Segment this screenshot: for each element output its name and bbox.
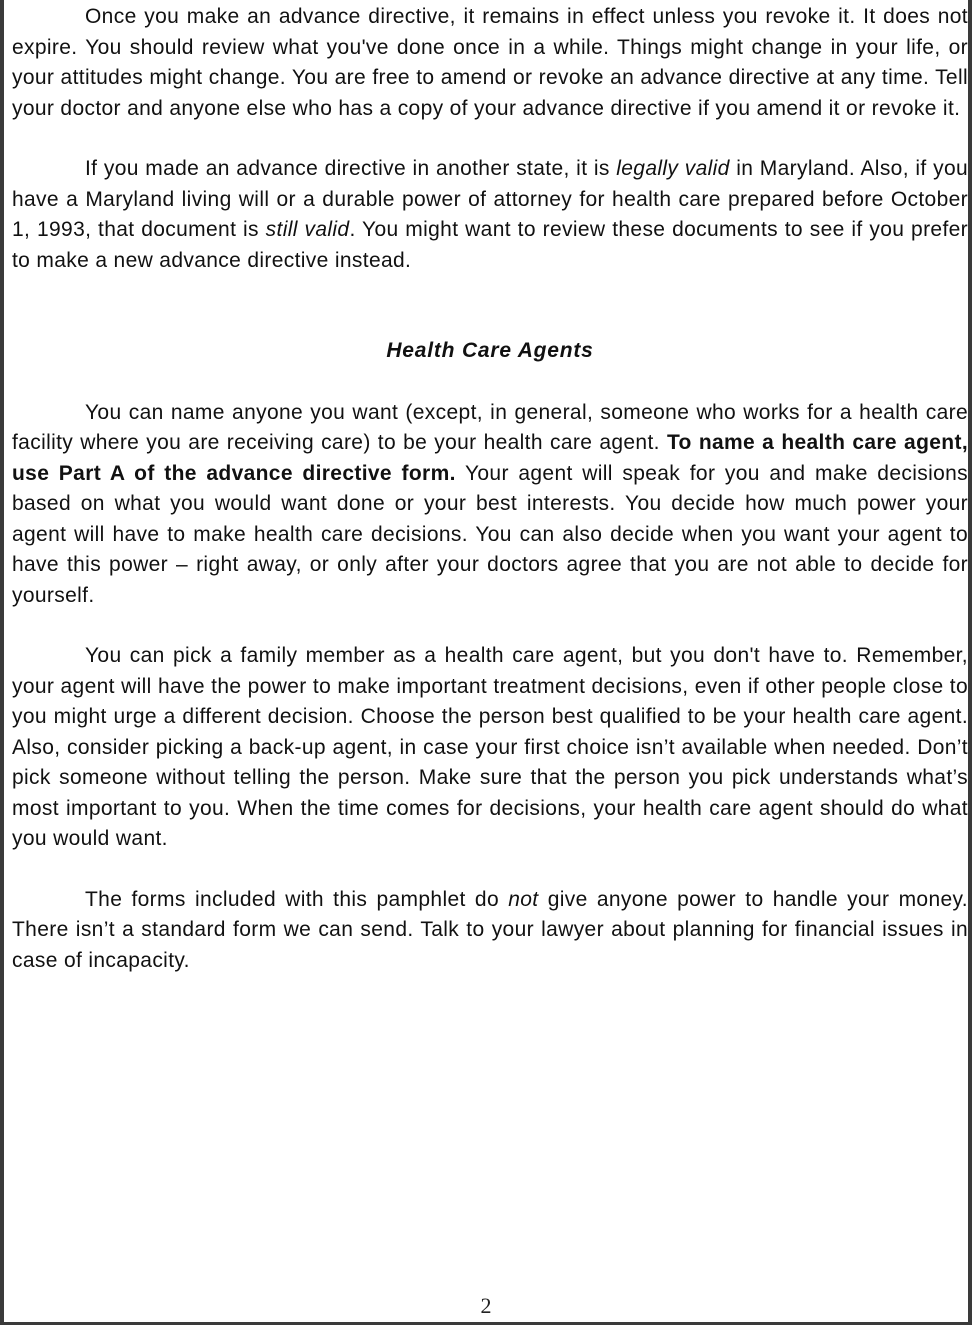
italic-text-not: not <box>508 887 539 911</box>
document-body <box>12 2 968 976</box>
text-run: If you made an advance directive in another state, it is <box>85 157 617 180</box>
text-run: in Maryland. Also, if you have a Maryland living will or a durable power of attorney for health care prepared before October 1, 1993, that document is <box>12 157 969 241</box>
paragraph-other-state-validity <box>12 154 968 276</box>
italic-text-legally-valid: legally valid <box>616 157 730 180</box>
paragraph-spacer <box>12 124 968 154</box>
section-heading-health-care-agents: Health Care Agents <box>386 339 594 362</box>
page-number: 2 <box>480 1293 492 1318</box>
paragraph-revoke-directive: Once you make an advance directive, it remains in effect unless you revoke it. It does not expire. You should review what you've done once in a while. Things might change in your life, or your attitudes might change. You are free to amend or revoke an advance directive at any time. Tell your doctor and anyone else who has a copy of your advance directive if you amend it or revoke it. <box>12 5 968 120</box>
section-spacer <box>12 276 968 336</box>
text-run: Your agent will speak for you and make decisions based on what you would want done or your best interests. You decide how much power your agent will have to make health care decisions. You can also decide when you want your agent to have this power – right away, or only after your doctors agree that you are not able to decide for yourself. <box>12 461 968 607</box>
paragraph-spacer <box>12 855 968 885</box>
heading-spacer <box>12 367 968 398</box>
paragraph-family-member-agent: You can pick a family member as a health care agent, but you don't have to. Remember, your agent will have the power to make important treatment decisions, even if other people close to you might urge a different decision. Choose the person best qualified to be your health care agent. Also, consider picking a back-up agent, in case your first choice isn’t available when needed. Don’t pick someone without telling the person. Make sure that the person you pick understands what’s most important to you. When the time comes for decisions, your health care agent should do what you would want. <box>12 644 968 850</box>
paragraph-financial-issues <box>12 885 968 977</box>
text-run: . You might want to review these documents to see if you prefer to make a new advance directive instead. <box>12 218 968 272</box>
paragraph-spacer <box>12 611 968 641</box>
text-run: The forms included with this pamphlet do <box>85 887 509 911</box>
italic-text-still-valid: still valid <box>265 218 350 241</box>
paragraph-name-agent <box>12 398 968 612</box>
bold-instruction-part-a: To name a health care agent, use Part A of the advance directive form. <box>12 431 968 485</box>
text-run: give anyone power to handle your money. There isn’t a standard form we can send. Talk to your lawyer about planning for financial issues in case of incapacity. <box>12 887 968 972</box>
text-run: You can name anyone you want (except, in general, someone who works for a health care facility where you are receiving care) to be your health care agent. <box>12 400 968 454</box>
